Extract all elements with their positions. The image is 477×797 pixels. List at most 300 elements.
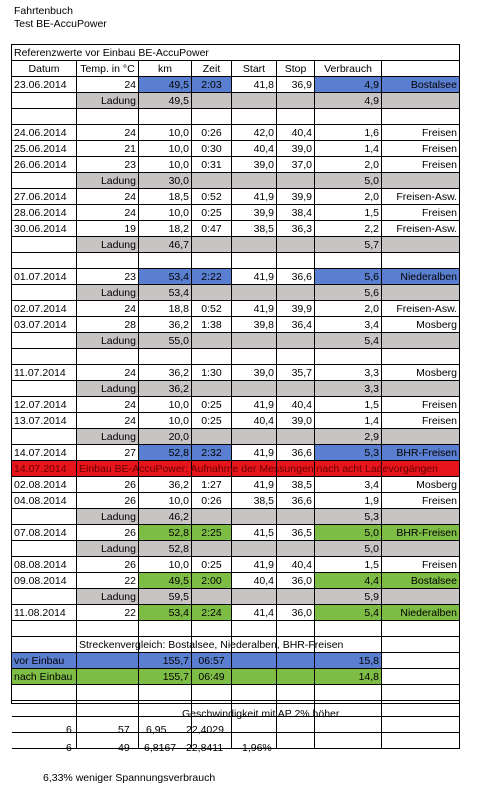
cell[interactable]	[232, 381, 277, 397]
cell[interactable]	[139, 685, 192, 701]
cell[interactable]: 13.07.2014	[12, 413, 77, 429]
cell[interactable]: 38,4	[277, 205, 315, 221]
cell[interactable]: 40,4	[277, 125, 315, 141]
cell[interactable]: 4,9	[315, 77, 382, 93]
cell[interactable]	[232, 93, 277, 109]
cell[interactable]: Ladung	[77, 93, 139, 109]
cell[interactable]	[277, 621, 315, 637]
cell[interactable]	[232, 173, 277, 189]
cell[interactable]: 30,0	[139, 173, 192, 189]
cell[interactable]: 5,3	[315, 509, 382, 525]
cell[interactable]: 18,8	[139, 301, 192, 317]
cell[interactable]: 5,0	[315, 541, 382, 557]
cell[interactable]: 1:38	[192, 317, 232, 333]
cell[interactable]: 38,5	[232, 221, 277, 237]
cell[interactable]: 01.07.2014	[12, 269, 77, 285]
cell[interactable]: 10,0	[139, 125, 192, 141]
cell[interactable]: 11.08.2014	[12, 605, 77, 621]
cell[interactable]	[277, 509, 315, 525]
cell[interactable]	[192, 381, 232, 397]
cell[interactable]: 39,9	[277, 301, 315, 317]
cell[interactable]	[12, 621, 77, 637]
cell[interactable]	[192, 93, 232, 109]
cell[interactable]: 09.08.2014	[12, 573, 77, 589]
cell[interactable]	[315, 349, 382, 365]
cell[interactable]: 5,6	[315, 269, 382, 285]
cell[interactable]	[12, 429, 77, 445]
cell[interactable]	[277, 333, 315, 349]
cell[interactable]: Mosberg	[382, 317, 460, 333]
cell[interactable]	[12, 253, 77, 269]
cell[interactable]	[232, 349, 277, 365]
cell[interactable]: 40,4	[232, 413, 277, 429]
cell[interactable]: 1,6	[315, 125, 382, 141]
cell[interactable]	[12, 637, 77, 653]
cell[interactable]: 3,4	[315, 317, 382, 333]
cell[interactable]: 5,0	[315, 525, 382, 541]
cell[interactable]	[12, 349, 77, 365]
cell[interactable]: 4,9	[315, 93, 382, 109]
cell[interactable]: 0:25	[192, 557, 232, 573]
cell[interactable]: 27.06.2014	[12, 189, 77, 205]
cell[interactable]	[277, 349, 315, 365]
cell[interactable]	[382, 637, 460, 653]
cell[interactable]: 49,5	[139, 93, 192, 109]
cell[interactable]	[382, 381, 460, 397]
cell[interactable]: 27	[77, 445, 139, 461]
cell[interactable]: Ladung	[77, 589, 139, 605]
cell[interactable]: 39,0	[277, 141, 315, 157]
cell[interactable]: 24	[77, 365, 139, 381]
cell[interactable]: Bostalsee	[382, 77, 460, 93]
cell[interactable]: 24	[77, 413, 139, 429]
cell[interactable]: 23.06.2014	[12, 77, 77, 93]
cell[interactable]	[277, 733, 315, 749]
cell[interactable]: Ladung	[77, 541, 139, 557]
cell[interactable]	[192, 685, 232, 701]
cell[interactable]: 36,5	[277, 525, 315, 541]
cell[interactable]: 55,0	[139, 333, 192, 349]
cell[interactable]	[77, 669, 139, 685]
cell[interactable]: 2,0	[315, 189, 382, 205]
cell[interactable]	[192, 589, 232, 605]
cell[interactable]: 5,9	[315, 589, 382, 605]
cell[interactable]: 39,0	[232, 157, 277, 173]
cell[interactable]	[232, 285, 277, 301]
cell[interactable]: 40,4	[277, 397, 315, 413]
cell[interactable]	[192, 173, 232, 189]
cell[interactable]: Freisen	[382, 125, 460, 141]
cell[interactable]	[382, 541, 460, 557]
cell[interactable]	[232, 589, 277, 605]
cell[interactable]: Freisen-Asw.	[382, 189, 460, 205]
cell[interactable]: Mosberg	[382, 365, 460, 381]
cell[interactable]: 2,2	[315, 221, 382, 237]
cell[interactable]: 4,4	[315, 573, 382, 589]
cell[interactable]	[192, 237, 232, 253]
cell[interactable]: 41,9	[232, 269, 277, 285]
cell[interactable]: 11.07.2014	[12, 365, 77, 381]
cell[interactable]	[192, 333, 232, 349]
cell[interactable]	[382, 429, 460, 445]
cell[interactable]	[277, 285, 315, 301]
cell[interactable]: Freisen	[382, 205, 460, 221]
cell[interactable]: 5,0	[315, 173, 382, 189]
cell[interactable]: Freisen	[382, 157, 460, 173]
cell[interactable]	[12, 173, 77, 189]
cell[interactable]: 1,5	[315, 205, 382, 221]
cell[interactable]: 1:27	[192, 477, 232, 493]
cell[interactable]: 20,0	[139, 429, 192, 445]
cell[interactable]: 39,0	[277, 413, 315, 429]
cell[interactable]: 26	[77, 525, 139, 541]
cell[interactable]	[277, 173, 315, 189]
cell[interactable]	[382, 509, 460, 525]
cell[interactable]: Ladung	[77, 429, 139, 445]
cell[interactable]	[382, 669, 460, 685]
cell[interactable]: Bostalsee	[382, 573, 460, 589]
cell[interactable]	[315, 109, 382, 125]
cell[interactable]	[382, 333, 460, 349]
cell[interactable]	[77, 253, 139, 269]
cell[interactable]: 3,3	[315, 365, 382, 381]
cell[interactable]	[277, 109, 315, 125]
cell[interactable]: 0:47	[192, 221, 232, 237]
cell[interactable]	[277, 253, 315, 269]
cell[interactable]: Ladung	[77, 381, 139, 397]
cell[interactable]	[192, 109, 232, 125]
cell[interactable]	[77, 109, 139, 125]
cell[interactable]	[382, 253, 460, 269]
cell[interactable]: 26	[77, 557, 139, 573]
cell[interactable]: 1,5	[315, 397, 382, 413]
cell[interactable]	[232, 653, 277, 669]
cell[interactable]: 39,8	[232, 317, 277, 333]
cell[interactable]: 1:30	[192, 365, 232, 381]
cell[interactable]	[232, 685, 277, 701]
cell[interactable]: Freisen	[382, 413, 460, 429]
cell[interactable]: 53,4	[139, 605, 192, 621]
cell[interactable]: 59,5	[139, 589, 192, 605]
cell[interactable]	[192, 285, 232, 301]
cell[interactable]: 26	[77, 477, 139, 493]
cell[interactable]: Freisen	[382, 493, 460, 509]
cell[interactable]	[192, 541, 232, 557]
cell[interactable]: 0:52	[192, 189, 232, 205]
cell[interactable]	[232, 109, 277, 125]
cell[interactable]: 1,4	[315, 413, 382, 429]
cell[interactable]	[277, 93, 315, 109]
cell[interactable]	[12, 381, 77, 397]
cell[interactable]	[192, 253, 232, 269]
cell[interactable]	[232, 253, 277, 269]
cell[interactable]: Freisen-Asw.	[382, 221, 460, 237]
cell[interactable]	[382, 589, 460, 605]
cell[interactable]	[315, 685, 382, 701]
cell[interactable]	[12, 509, 77, 525]
cell[interactable]: 46,2	[139, 509, 192, 525]
cell[interactable]	[12, 237, 77, 253]
cell[interactable]: 2:24	[192, 605, 232, 621]
cell[interactable]: 36,2	[139, 381, 192, 397]
cell[interactable]: 14,8	[315, 669, 382, 685]
cell[interactable]: 02.07.2014	[12, 301, 77, 317]
cell[interactable]: 53,4	[139, 285, 192, 301]
cell[interactable]: 04.08.2014	[12, 493, 77, 509]
cell[interactable]: 38,5	[232, 493, 277, 509]
cell[interactable]	[382, 173, 460, 189]
cell[interactable]: 36,2	[139, 317, 192, 333]
cell[interactable]: 26.06.2014	[12, 157, 77, 173]
cell[interactable]: 24	[77, 125, 139, 141]
cell[interactable]: 26	[77, 493, 139, 509]
cell[interactable]: 0:52	[192, 301, 232, 317]
cell[interactable]: Freisen-Asw.	[382, 301, 460, 317]
cell[interactable]	[12, 541, 77, 557]
cell[interactable]: Ladung	[77, 333, 139, 349]
cell[interactable]: 10,0	[139, 141, 192, 157]
cell[interactable]: Ladung	[77, 285, 139, 301]
cell[interactable]: 5,6	[315, 285, 382, 301]
cell[interactable]: 0:25	[192, 397, 232, 413]
cell[interactable]: 23	[77, 157, 139, 173]
cell[interactable]: Niederalben	[382, 605, 460, 621]
cell[interactable]: 41,8	[232, 77, 277, 93]
cell[interactable]: 40,4	[232, 573, 277, 589]
cell[interactable]	[192, 429, 232, 445]
cell[interactable]	[277, 589, 315, 605]
cell[interactable]: 15,8	[315, 653, 382, 669]
cell[interactable]: 14.07.2014	[12, 461, 77, 477]
cell[interactable]: BHR-Freisen	[382, 525, 460, 541]
cell[interactable]: 1,9	[315, 493, 382, 509]
cell[interactable]: 2:25	[192, 525, 232, 541]
cell[interactable]	[277, 541, 315, 557]
cell[interactable]: 1,5	[315, 557, 382, 573]
cell[interactable]: 36,0	[277, 605, 315, 621]
cell[interactable]	[315, 733, 382, 749]
cell[interactable]	[382, 717, 460, 733]
cell[interactable]	[192, 621, 232, 637]
cell[interactable]: Ladung	[77, 509, 139, 525]
cell[interactable]	[12, 589, 77, 605]
cell[interactable]: 40,4	[277, 557, 315, 573]
cell[interactable]: 19	[77, 221, 139, 237]
cell[interactable]	[77, 701, 139, 717]
cell[interactable]	[382, 653, 460, 669]
cell[interactable]: Ladung	[77, 173, 139, 189]
cell[interactable]: 10,0	[139, 205, 192, 221]
cell[interactable]	[12, 109, 77, 125]
cell[interactable]: 28.06.2014	[12, 205, 77, 221]
cell[interactable]: Freisen	[382, 141, 460, 157]
cell[interactable]: 41,4	[232, 605, 277, 621]
cell[interactable]: 41,9	[232, 445, 277, 461]
cell[interactable]	[77, 621, 139, 637]
cell[interactable]	[12, 333, 77, 349]
cell[interactable]: 36,2	[139, 365, 192, 381]
cell[interactable]: 49,5	[139, 77, 192, 93]
cell[interactable]: 38,5	[277, 477, 315, 493]
cell[interactable]: 5,3	[315, 445, 382, 461]
cell[interactable]: 53,4	[139, 269, 192, 285]
cell[interactable]: Ladung	[77, 237, 139, 253]
cell[interactable]: 24	[77, 301, 139, 317]
cell[interactable]: 03.07.2014	[12, 317, 77, 333]
cell[interactable]: 5,4	[315, 605, 382, 621]
cell[interactable]	[382, 285, 460, 301]
cell[interactable]: 35,7	[277, 365, 315, 381]
cell[interactable]	[192, 509, 232, 525]
cell[interactable]: Niederalben	[382, 269, 460, 285]
cell[interactable]	[382, 109, 460, 125]
cell[interactable]: 0:26	[192, 493, 232, 509]
cell[interactable]	[382, 621, 460, 637]
cell[interactable]	[277, 381, 315, 397]
cell[interactable]: 02.08.2014	[12, 477, 77, 493]
cell[interactable]: 10,0	[139, 157, 192, 173]
cell[interactable]	[232, 541, 277, 557]
cell[interactable]: 12.07.2014	[12, 397, 77, 413]
cell[interactable]	[382, 701, 460, 717]
cell[interactable]: 08.08.2014	[12, 557, 77, 573]
cell[interactable]	[232, 621, 277, 637]
cell[interactable]: 155,7	[139, 669, 192, 685]
cell[interactable]: 1,4	[315, 141, 382, 157]
cell[interactable]: 24	[77, 205, 139, 221]
cell[interactable]: 0:31	[192, 157, 232, 173]
cell[interactable]: 37,0	[277, 157, 315, 173]
cell[interactable]: vor Einbau	[12, 653, 77, 669]
cell[interactable]: 41,9	[232, 301, 277, 317]
cell[interactable]: 24	[77, 397, 139, 413]
cell[interactable]	[139, 109, 192, 125]
cell[interactable]: 41,9	[232, 397, 277, 413]
cell[interactable]: 10,0	[139, 413, 192, 429]
cell[interactable]	[315, 253, 382, 269]
cell[interactable]: 25.06.2014	[12, 141, 77, 157]
cell[interactable]: 36,3	[277, 221, 315, 237]
cell[interactable]: 21	[77, 141, 139, 157]
cell[interactable]: nach Einbau	[12, 669, 77, 685]
cell[interactable]	[232, 237, 277, 253]
cell[interactable]: 46,7	[139, 237, 192, 253]
cell[interactable]	[232, 333, 277, 349]
cell[interactable]: 2:22	[192, 269, 232, 285]
cell[interactable]: 2:32	[192, 445, 232, 461]
cell[interactable]: 155,7	[139, 653, 192, 669]
cell[interactable]: 10,0	[139, 397, 192, 413]
cell[interactable]: 40,4	[232, 141, 277, 157]
cell[interactable]: 0:26	[192, 125, 232, 141]
cell[interactable]	[232, 509, 277, 525]
cell[interactable]: 22	[77, 573, 139, 589]
cell[interactable]: Mosberg	[382, 477, 460, 493]
cell[interactable]	[277, 429, 315, 445]
cell[interactable]	[382, 733, 460, 749]
cell[interactable]: 36,6	[277, 269, 315, 285]
cell[interactable]: 2,0	[315, 301, 382, 317]
cell[interactable]: 3,3	[315, 381, 382, 397]
cell[interactable]: 28	[77, 317, 139, 333]
cell[interactable]	[232, 669, 277, 685]
cell[interactable]: 18,5	[139, 189, 192, 205]
cell[interactable]: 06:57	[192, 653, 232, 669]
cell[interactable]: 23	[77, 269, 139, 285]
cell[interactable]: 06:49	[192, 669, 232, 685]
cell[interactable]: 2:00	[192, 573, 232, 589]
cell[interactable]: 36,2	[139, 477, 192, 493]
cell[interactable]: Freisen	[382, 557, 460, 573]
cell[interactable]: 10,0	[139, 557, 192, 573]
cell[interactable]: 14.07.2014	[12, 445, 77, 461]
cell[interactable]: 36,0	[277, 573, 315, 589]
cell[interactable]	[12, 685, 77, 701]
cell[interactable]	[12, 285, 77, 301]
cell[interactable]: 24	[77, 189, 139, 205]
cell[interactable]: 36,6	[277, 445, 315, 461]
cell[interactable]	[139, 621, 192, 637]
cell[interactable]: 36,9	[277, 77, 315, 93]
cell[interactable]: 2,9	[315, 429, 382, 445]
cell[interactable]: 49,5	[139, 573, 192, 589]
cell[interactable]	[277, 653, 315, 669]
cell[interactable]: 2,0	[315, 157, 382, 173]
cell[interactable]: 41,9	[232, 477, 277, 493]
cell[interactable]: 30.06.2014	[12, 221, 77, 237]
cell[interactable]	[277, 237, 315, 253]
cell[interactable]	[77, 653, 139, 669]
cell[interactable]: 39,9	[277, 189, 315, 205]
cell[interactable]	[277, 669, 315, 685]
cell[interactable]: 42,0	[232, 125, 277, 141]
cell[interactable]: 41,5	[232, 525, 277, 541]
cell[interactable]: 52,8	[139, 445, 192, 461]
cell[interactable]: 0:30	[192, 141, 232, 157]
cell[interactable]: 39,9	[232, 205, 277, 221]
cell[interactable]: 07.08.2014	[12, 525, 77, 541]
cell[interactable]: 2:03	[192, 77, 232, 93]
cell[interactable]: 22	[77, 605, 139, 621]
cell[interactable]	[382, 237, 460, 253]
cell[interactable]: 24	[77, 77, 139, 93]
cell[interactable]	[139, 349, 192, 365]
cell[interactable]: 41,9	[232, 189, 277, 205]
cell[interactable]: 18,2	[139, 221, 192, 237]
cell[interactable]	[77, 349, 139, 365]
cell[interactable]	[139, 253, 192, 269]
cell[interactable]: BHR-Freisen	[382, 445, 460, 461]
cell[interactable]: 3,4	[315, 477, 382, 493]
cell[interactable]	[382, 685, 460, 701]
cell[interactable]: 24.06.2014	[12, 125, 77, 141]
cell[interactable]: 0:25	[192, 205, 232, 221]
cell[interactable]	[382, 93, 460, 109]
cell[interactable]: 0:25	[192, 413, 232, 429]
cell[interactable]	[12, 93, 77, 109]
cell[interactable]: 5,4	[315, 333, 382, 349]
cell[interactable]	[315, 621, 382, 637]
cell[interactable]: 36,4	[277, 317, 315, 333]
cell[interactable]: 52,8	[139, 541, 192, 557]
cell[interactable]: 10,0	[139, 493, 192, 509]
cell[interactable]	[382, 349, 460, 365]
cell[interactable]: 5,7	[315, 237, 382, 253]
cell[interactable]: 36,6	[277, 493, 315, 509]
cell[interactable]: 41,9	[232, 557, 277, 573]
cell[interactable]	[12, 701, 77, 717]
cell[interactable]	[232, 429, 277, 445]
